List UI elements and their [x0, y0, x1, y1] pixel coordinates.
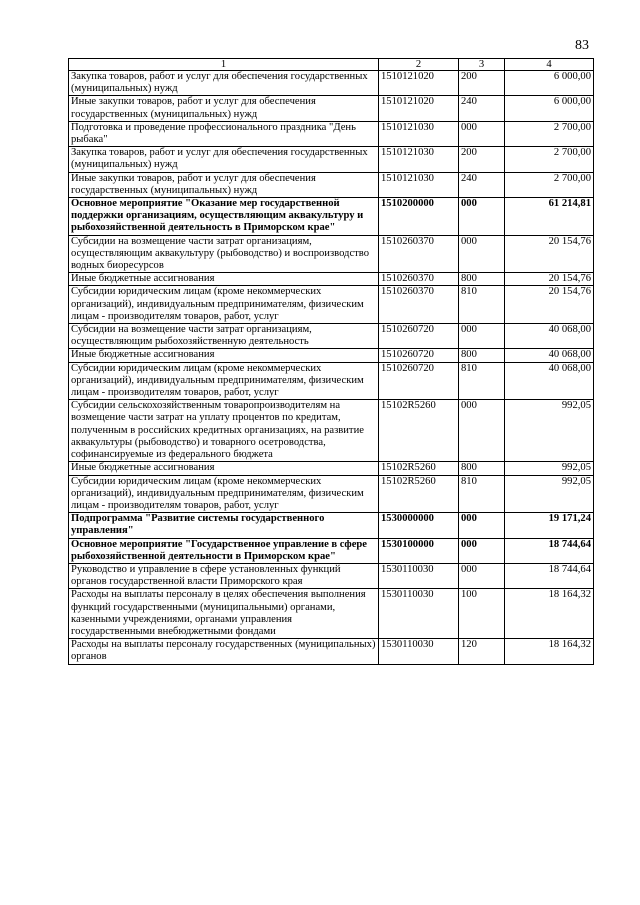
- row-name: Субсидии юридическим лицам (кроме некоммерческих организаций), индивидуальным предпринимателям, физическим лицам - производителям товаров, работ, услуг: [69, 286, 379, 324]
- row-name: Основное мероприятие "Оказание мер государственной поддержки организациям, осуществляющим аквакультуру и рыбохозяйственной деятельность в Приморском крае": [69, 198, 379, 236]
- row-code: 1510260720: [379, 349, 459, 362]
- row-type: 000: [459, 121, 505, 146]
- table-row: [69, 273, 594, 286]
- row-amount: 61 214,81: [505, 198, 594, 236]
- row-type: 200: [459, 147, 505, 172]
- row-type: 100: [459, 589, 505, 639]
- row-code: 1510260370: [379, 273, 459, 286]
- row-code: 15102R5260: [379, 475, 459, 513]
- table-row: [69, 71, 594, 96]
- row-name: Руководство и управление в сфере установленных функций органов государственной власти Приморского края: [69, 563, 379, 588]
- row-amount: 992,05: [505, 400, 594, 462]
- column-header: 1: [69, 59, 379, 71]
- row-type: 000: [459, 198, 505, 236]
- row-code: 1530110030: [379, 563, 459, 588]
- row-code: 1530110030: [379, 639, 459, 664]
- row-type: 810: [459, 475, 505, 513]
- row-type: 800: [459, 349, 505, 362]
- row-name: Иные бюджетные ассигнования: [69, 349, 379, 362]
- row-amount: 20 154,76: [505, 235, 594, 273]
- table-row: [69, 324, 594, 349]
- table-row: [69, 513, 594, 538]
- table-row: [69, 349, 594, 362]
- row-amount: 2 700,00: [505, 172, 594, 197]
- row-type: 000: [459, 563, 505, 588]
- table-row: [69, 235, 594, 273]
- row-amount: 992,05: [505, 475, 594, 513]
- row-type: 810: [459, 286, 505, 324]
- row-name: Подготовка и проведение профессионального праздника "День рыбака": [69, 121, 379, 146]
- row-code: 1530100000: [379, 538, 459, 563]
- table-row: [69, 475, 594, 513]
- row-type: 000: [459, 400, 505, 462]
- row-name: Закупка товаров, работ и услуг для обеспечения государственных (муниципальных) нужд: [69, 71, 379, 96]
- column-header: 4: [505, 59, 594, 71]
- table-row: [69, 198, 594, 236]
- row-amount: 2 700,00: [505, 147, 594, 172]
- row-amount: 40 068,00: [505, 349, 594, 362]
- row-amount: 992,05: [505, 462, 594, 475]
- table-row: [69, 563, 594, 588]
- row-code: 1510121030: [379, 121, 459, 146]
- row-code: 15102R5260: [379, 400, 459, 462]
- table-row: [69, 362, 594, 400]
- page-number: 83: [575, 38, 589, 53]
- row-name: Субсидии юридическим лицам (кроме некоммерческих организаций), индивидуальным предпринимателям, физическим лицам - производителям товаров, работ, услуг: [69, 362, 379, 400]
- row-type: 000: [459, 513, 505, 538]
- row-amount: 40 068,00: [505, 324, 594, 349]
- row-name: Расходы на выплаты персоналу в целях обеспечения выполнения функций государственными (муниципальными) органами, казенными учреждениями, органами управления государственными внебюджетными фондами: [69, 589, 379, 639]
- row-code: 1530000000: [379, 513, 459, 538]
- row-code: 1510200000: [379, 198, 459, 236]
- row-amount: 2 700,00: [505, 121, 594, 146]
- row-type: 000: [459, 324, 505, 349]
- row-name: Иные закупки товаров, работ и услуг для обеспечения государственных (муниципальных) нужд: [69, 96, 379, 121]
- row-name: Субсидии сельскохозяйственным товаропроизводителям на возмещение части затрат на уплату процентов по кредитам, полученным в российских кредитных организациях, на развитие аквакультуры (рыбоводство) и товарного осетроводства, софинансируемые из федерального бюджета: [69, 400, 379, 462]
- row-code: 1510121020: [379, 96, 459, 121]
- row-name: Расходы на выплаты персоналу государственных (муниципальных) органов: [69, 639, 379, 664]
- row-type: 200: [459, 71, 505, 96]
- row-amount: 18 744,64: [505, 538, 594, 563]
- row-amount: 40 068,00: [505, 362, 594, 400]
- column-header: 3: [459, 59, 505, 71]
- row-type: 810: [459, 362, 505, 400]
- table-row: [69, 639, 594, 664]
- row-amount: 18 164,32: [505, 589, 594, 639]
- row-name: Иные закупки товаров, работ и услуг для обеспечения государственных (муниципальных) нужд: [69, 172, 379, 197]
- row-amount: 19 171,24: [505, 513, 594, 538]
- table-row: [69, 538, 594, 563]
- table-row: [69, 462, 594, 475]
- row-type: 000: [459, 538, 505, 563]
- row-type: 800: [459, 273, 505, 286]
- row-amount: 6 000,00: [505, 71, 594, 96]
- row-type: 120: [459, 639, 505, 664]
- row-name: Субсидии на возмещение части затрат организациям, осуществляющим рыбохозяйственную деятельность: [69, 324, 379, 349]
- row-amount: 20 154,76: [505, 286, 594, 324]
- row-code: 1510121020: [379, 71, 459, 96]
- row-code: 1510260370: [379, 235, 459, 273]
- row-code: 1510260720: [379, 324, 459, 349]
- table-row: [69, 400, 594, 462]
- table-row: [69, 286, 594, 324]
- row-amount: 18 744,64: [505, 563, 594, 588]
- row-code: 1510121030: [379, 172, 459, 197]
- row-code: 1510260720: [379, 362, 459, 400]
- row-amount: 20 154,76: [505, 273, 594, 286]
- row-name: Закупка товаров, работ и услуг для обеспечения государственных (муниципальных) нужд: [69, 147, 379, 172]
- row-code: 1510121030: [379, 147, 459, 172]
- table-row: [69, 96, 594, 121]
- row-type: 800: [459, 462, 505, 475]
- row-code: 15102R5260: [379, 462, 459, 475]
- header-row: [69, 59, 594, 71]
- row-code: 1510260370: [379, 286, 459, 324]
- row-name: Основное мероприятие "Государственное управление в сфере рыбохозяйственной деятельности в Приморском крае": [69, 538, 379, 563]
- row-type: 240: [459, 96, 505, 121]
- table-row: [69, 589, 594, 639]
- row-amount: 18 164,32: [505, 639, 594, 664]
- table-row: [69, 121, 594, 146]
- row-name: Иные бюджетные ассигнования: [69, 273, 379, 286]
- row-type: 000: [459, 235, 505, 273]
- table-row: [69, 147, 594, 172]
- row-code: 1530110030: [379, 589, 459, 639]
- row-type: 240: [459, 172, 505, 197]
- row-name: Субсидии на возмещение части затрат организациям, осуществляющим аквакультуру (рыбоводство) и воспроизводство водных биоресурсов: [69, 235, 379, 273]
- row-name: Подпрограмма "Развитие системы государственного управления": [69, 513, 379, 538]
- row-amount: 6 000,00: [505, 96, 594, 121]
- budget-table: [68, 58, 594, 665]
- table-row: [69, 172, 594, 197]
- row-name: Иные бюджетные ассигнования: [69, 462, 379, 475]
- column-header: 2: [379, 59, 459, 71]
- row-name: Субсидии юридическим лицам (кроме некоммерческих организаций), индивидуальным предпринимателям, физическим лицам - производителям товаров, работ, услуг: [69, 475, 379, 513]
